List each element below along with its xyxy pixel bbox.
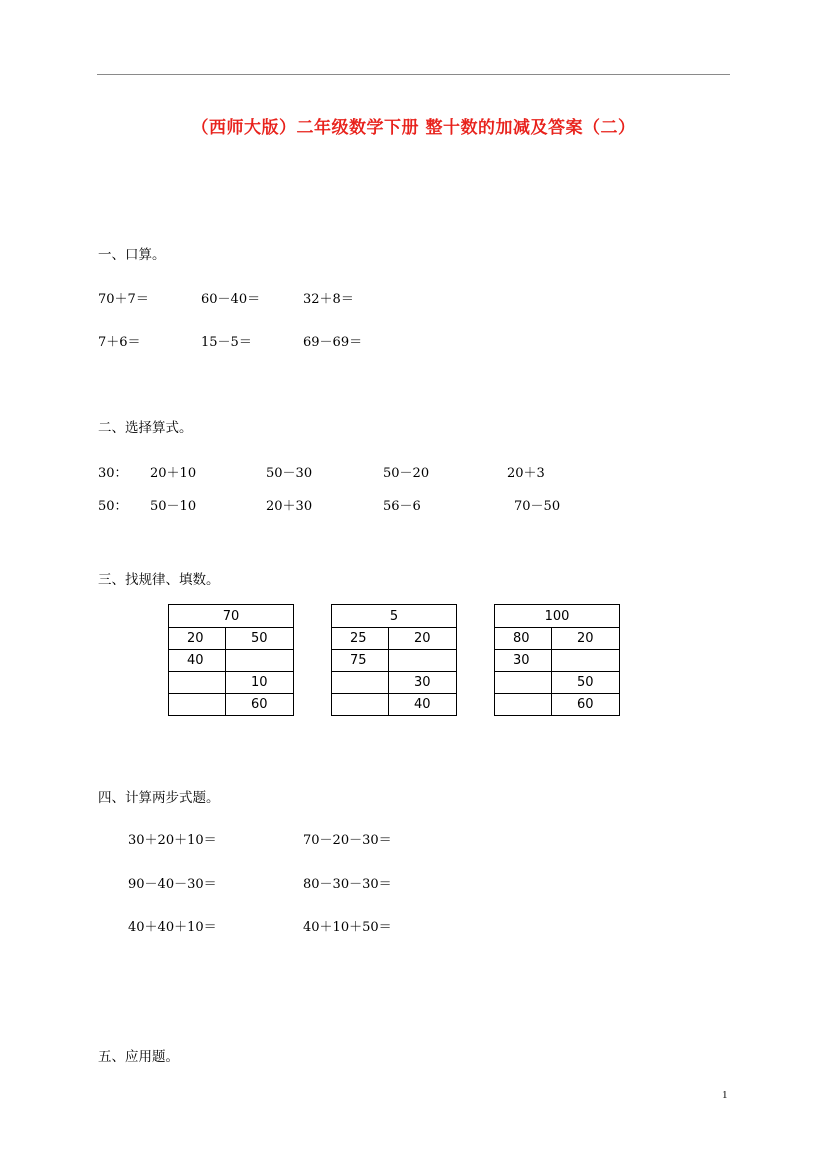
problem-4-4: 80－30－30＝: [303, 877, 392, 892]
table-cell: 30: [389, 672, 457, 694]
choice-option: 70－50: [514, 499, 561, 514]
table-cell: [169, 694, 226, 716]
table-cell: 75: [332, 650, 389, 672]
choice-option: 20＋10: [150, 466, 197, 481]
page-number: 1: [722, 1089, 728, 1101]
problem-1-5: 15－5＝: [201, 335, 252, 350]
table-cell: 80: [495, 628, 552, 650]
section-heading-oral-calc: 一、口算。: [98, 247, 166, 263]
table-top-cell: 100: [495, 605, 620, 628]
table-cell: 10: [226, 672, 294, 694]
table-cell: [495, 672, 552, 694]
table-cell: 30: [495, 650, 552, 672]
table-cell: [389, 650, 457, 672]
pattern-table-1: [168, 604, 294, 716]
problem-4-2: 70－20－30＝: [303, 833, 392, 848]
table-cell: 20: [389, 628, 457, 650]
document-title: （西师大版）二年级数学下册 整十数的加减及答案（二）: [191, 118, 636, 138]
table-cell: 20: [552, 628, 620, 650]
table-cell: [495, 694, 552, 716]
choice-option: 50－30: [266, 466, 313, 481]
section-heading-find-pattern: 三、找规律、填数。: [98, 572, 220, 588]
choice-option: 20＋3: [507, 466, 545, 481]
problem-4-6: 40＋10＋50＝: [303, 920, 392, 935]
table-cell: 20: [169, 628, 226, 650]
table-cell: 40: [389, 694, 457, 716]
section-heading-word-problems: 五、应用题。: [98, 1049, 179, 1065]
problem-1-4: 7＋6＝: [98, 335, 141, 350]
choice-label-50: 50：: [98, 499, 128, 514]
problem-1-3: 32＋8＝: [303, 292, 354, 307]
table-cell: 50: [552, 672, 620, 694]
table-cell: [332, 672, 389, 694]
choice-option: 50－10: [150, 499, 197, 514]
header-rule: [97, 74, 730, 75]
choice-option: 20＋30: [266, 499, 313, 514]
table-top-cell: 70: [169, 605, 294, 628]
problem-1-6: 69－69＝: [303, 335, 363, 350]
problem-4-3: 90－40－30＝: [128, 877, 217, 892]
table-cell: 40: [169, 650, 226, 672]
section-heading-choose-formula: 二、选择算式。: [98, 420, 193, 436]
section-heading-two-step: 四、计算两步式题。: [98, 790, 220, 806]
table-top-cell: 5: [332, 605, 457, 628]
table-cell: 25: [332, 628, 389, 650]
table-cell: 50: [226, 628, 294, 650]
pattern-table-2: [331, 604, 457, 716]
table-cell: [552, 650, 620, 672]
table-cell: [169, 672, 226, 694]
table-cell: 60: [552, 694, 620, 716]
choice-label-30: 30：: [98, 466, 128, 481]
choice-option: 50－20: [383, 466, 430, 481]
table-cell: [332, 694, 389, 716]
problem-1-2: 60－40＝: [201, 292, 261, 307]
table-cell: 60: [226, 694, 294, 716]
problem-1-1: 70＋7＝: [98, 292, 149, 307]
pattern-table-3: [494, 604, 620, 716]
table-cell: [226, 650, 294, 672]
problem-4-5: 40＋40＋10＝: [128, 920, 217, 935]
choice-option: 56－6: [383, 499, 421, 514]
problem-4-1: 30＋20＋10＝: [128, 833, 217, 848]
